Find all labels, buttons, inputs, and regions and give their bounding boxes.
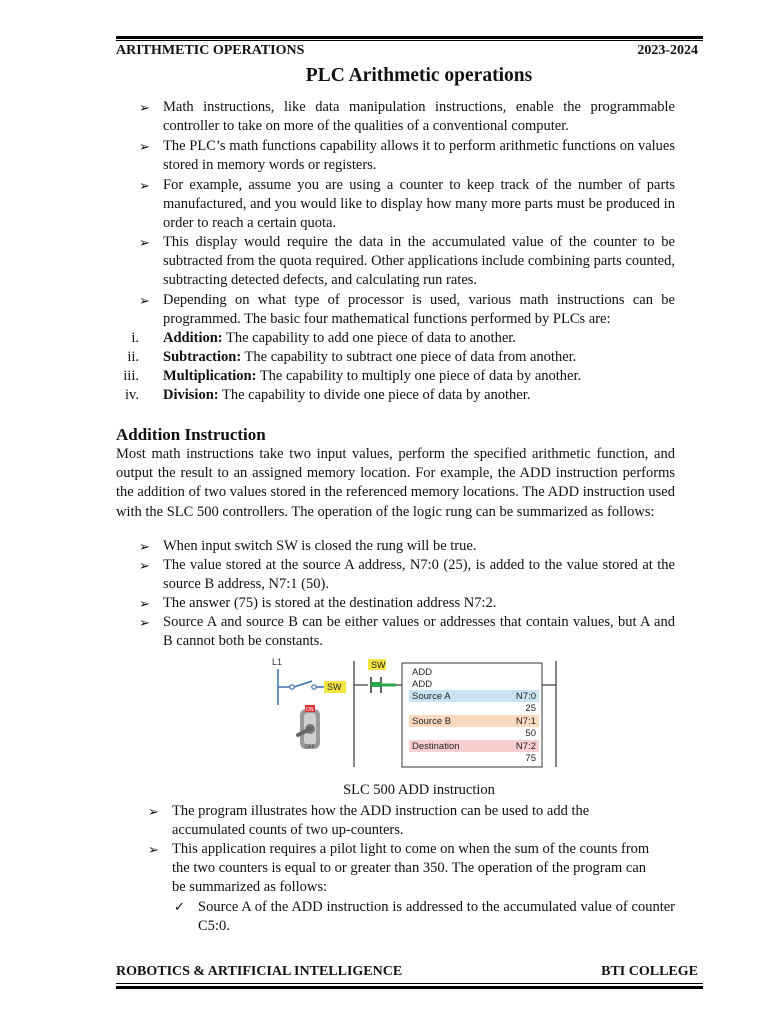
arrow-bullet-icon: ➢: [139, 235, 150, 250]
add-block-subtitle: ADD: [412, 679, 433, 690]
function-num: iv.: [125, 387, 139, 403]
program-check-item: Source A of the ADD instruction is addressed to the accumulated value of counter C5:0.: [198, 899, 675, 935]
switch-blade: [294, 681, 312, 687]
source-a-label: Source A: [412, 691, 451, 702]
function-item-division: Division: The capability to divide one piece of data by another.: [163, 387, 531, 403]
arrow-bullet-icon: ➢: [139, 139, 150, 154]
arrow-bullet-icon: ➢: [148, 842, 159, 857]
function-item-multiplication: Multiplication: The capability to multiply one piece of data by another.: [163, 368, 582, 384]
contact-icon: [371, 677, 381, 693]
intro-bullet-4: This display would require the data in the accumulated value of the counter to be subtracted from the quota required. Other applications include combining parts counted, subtracting detected defects, and calculating run rates.: [163, 234, 675, 289]
arrow-bullet-icon: ➢: [139, 100, 150, 115]
arrow-bullet-icon: ➢: [139, 293, 150, 308]
footer-rule-thin: [116, 983, 703, 984]
arrow-bullet-icon: ➢: [139, 615, 150, 630]
arrow-bullet-icon: ➢: [148, 804, 159, 819]
function-num: ii.: [127, 349, 139, 365]
addition-bullet-2: The value stored at the source A address, N7:0 (25), is added to the value stored at the source B address, N7:1 (50).: [163, 557, 675, 593]
arrow-bullet-icon: ➢: [139, 558, 150, 573]
svg-text:OFF: OFF: [305, 744, 315, 750]
arrow-bullet-icon: ➢: [139, 539, 150, 554]
source-a-value: 25: [525, 703, 536, 714]
function-item-subtraction: Subtraction: The capability to subtract one piece of data from another.: [163, 349, 577, 365]
add-instruction-diagram: [268, 655, 580, 771]
addition-bullet-3: The answer (75) is stored at the destination address N7:2.: [163, 595, 497, 611]
switch-terminal: [312, 685, 316, 689]
addition-bullet-4: Source A and source B can be either values or addresses that contain values, but A and B cannot both be constants.: [163, 614, 675, 650]
destination-label: Destination: [412, 741, 460, 752]
function-num: i.: [131, 330, 139, 346]
page-title: PLC Arithmetic operations: [305, 65, 533, 86]
header-rule: [116, 36, 703, 39]
svg-text:ON: ON: [306, 707, 314, 713]
l1-label: L1: [272, 657, 283, 667]
source-b-address: N7:1: [515, 716, 536, 727]
source-a-address: N7:0: [515, 691, 536, 702]
program-bullet-1: The program illustrates how the ADD instruction can be used to add the accumulated counts of two up-counters.: [172, 803, 590, 839]
header-left: ARITHMETIC OPERATIONS: [116, 43, 305, 58]
source-b-label: Source B: [412, 716, 452, 727]
footer-right: BTI COLLEGE: [601, 964, 698, 979]
section-heading: Addition Instruction: [116, 425, 266, 444]
switch-terminal: [290, 685, 294, 689]
check-bullet-icon: ✓: [174, 899, 185, 914]
figure-caption: SLC 500 ADD instruction: [343, 782, 495, 798]
source-b-value: 50: [525, 728, 536, 739]
addition-paragraph: Most math instructions take two input values, perform the specified arithmetic function, and output the result to an assigned memory location. For example, the ADD instruction performs the addition of two values stored in the referenced memory locations. The ADD instruction used with the SLC 500 controllers. The operation of the logic rung can be summarized as follows:: [116, 446, 675, 520]
program-bullet-2: This application requires a pilot light to come on when the sum of the counts from the two counters is equal to or greater than 350. The operation of the program can be summarized as follows:: [172, 841, 650, 896]
header-rule-thin: [116, 40, 703, 41]
destination-value: 75: [525, 753, 536, 764]
sw-tag-label: SW: [327, 682, 342, 692]
function-item-addition: Addition: The capability to add one piece of data to another.: [163, 330, 516, 346]
intro-bullet-2: The PLC’s math functions capability allows it to perform arithmetic functions on values stored in memory words or registers.: [163, 138, 675, 174]
add-block-title: ADD: [412, 667, 433, 678]
destination-address: N7:2: [515, 741, 536, 752]
arrow-bullet-icon: ➢: [139, 178, 150, 193]
contact-tag-label: SW: [371, 660, 386, 670]
arrow-bullet-icon: ➢: [139, 596, 150, 611]
header-right: 2023-2024: [637, 43, 698, 58]
intro-bullet-1: Math instructions, like data manipulation instructions, enable the programmable controller to take on more of the qualities of a conventional computer.: [163, 99, 675, 135]
addition-bullet-1: When input switch SW is closed the rung will be true.: [163, 538, 477, 554]
intro-bullet-5: Depending on what type of processor is used, various math instructions can be programmed. The basic four mathematical functions performed by PLCs are:: [163, 292, 675, 328]
toggle-switch-icon: [298, 705, 320, 750]
function-num: iii.: [123, 368, 139, 384]
intro-bullet-3: For example, assume you are using a counter to keep track of the number of parts manufactured, and you would like to display how many more parts must be produced in order to reach a certain quota.: [163, 177, 675, 232]
footer-left: ROBOTICS & ARTIFICIAL INTELLIGENCE: [116, 964, 403, 979]
footer-rule: [116, 986, 703, 989]
